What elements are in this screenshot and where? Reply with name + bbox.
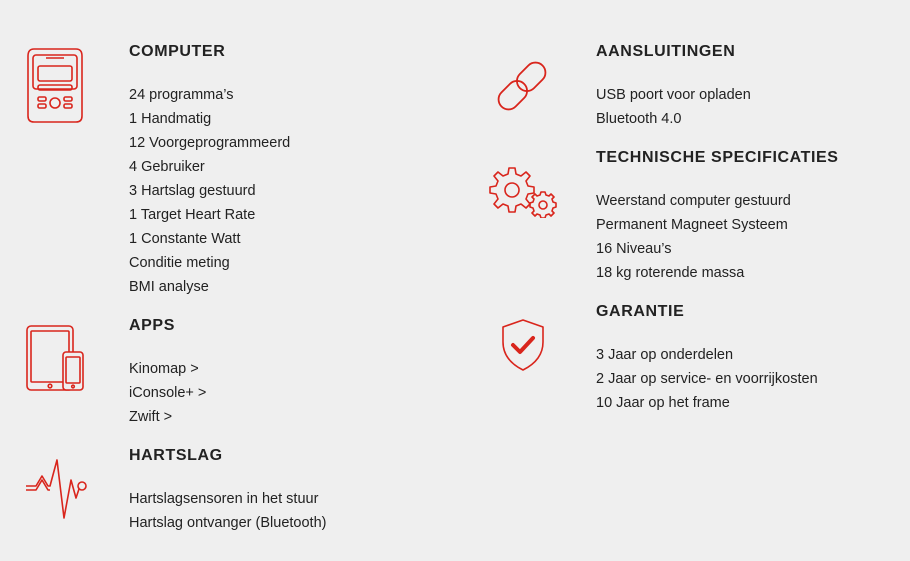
list-item: Conditie meting — [129, 255, 230, 271]
list-item: 3 Jaar op onderdelen — [596, 347, 734, 363]
zwift-link[interactable]: Zwift > — [129, 409, 173, 425]
apps-section — [129, 316, 206, 429]
garantie-section — [596, 302, 818, 415]
list-item: 4 Gebruiker — [129, 159, 205, 175]
hartslag-section — [129, 446, 326, 535]
section-title-hartslag: HARTSLAG — [129, 447, 223, 464]
console-icon — [26, 46, 84, 124]
shield-check-icon — [499, 318, 547, 372]
list-item: Hartslag ontvanger (Bluetooth) — [129, 515, 327, 531]
link-icon — [491, 56, 553, 116]
heartbeat-icon — [24, 458, 88, 522]
iconsole-link[interactable]: iConsole+ > — [129, 385, 207, 401]
section-title-garantie: GARANTIE — [596, 303, 685, 320]
hartslag-list — [129, 487, 326, 535]
computer-list — [129, 83, 290, 299]
apps-list — [129, 357, 206, 429]
garantie-list — [596, 343, 818, 415]
tablet-phone-icon — [25, 324, 85, 392]
kinomap-link[interactable]: Kinomap > — [129, 361, 199, 377]
gears-icon — [488, 166, 558, 218]
section-title-apps: APPS — [129, 317, 175, 334]
list-item: 16 Niveau’s — [596, 241, 672, 257]
list-item: 10 Jaar op het frame — [596, 395, 730, 411]
list-item: 3 Hartslag gestuurd — [129, 183, 256, 199]
list-item: 12 Voorgeprogrammeerd — [129, 135, 291, 151]
list-item: 18 kg roterende massa — [596, 265, 745, 281]
list-item: 1 Target Heart Rate — [129, 207, 256, 223]
section-title-computer: COMPUTER — [129, 43, 226, 60]
list-item: 2 Jaar op service- en voorrijkosten — [596, 371, 818, 387]
list-item: 1 Constante Watt — [129, 231, 241, 247]
list-item: 24 programma’s — [129, 87, 234, 103]
computer-section — [129, 42, 290, 299]
list-item: Bluetooth 4.0 — [596, 111, 682, 127]
list-item: Hartslagsensoren in het stuur — [129, 491, 319, 507]
list-item: USB poort voor opladen — [596, 87, 751, 103]
list-item: Weerstand computer gestuurd — [596, 193, 791, 209]
aansluitingen-list — [596, 83, 751, 131]
technische-section — [596, 148, 839, 285]
list-item: Permanent Magneet Systeem — [596, 217, 788, 233]
aansluitingen-section — [596, 42, 751, 131]
section-title-aansluitingen: AANSLUITINGEN — [596, 43, 736, 60]
list-item: BMI analyse — [129, 279, 209, 295]
list-item: 1 Handmatig — [129, 111, 212, 127]
section-title-technische: TECHNISCHE SPECIFICATIES — [596, 149, 839, 166]
technische-list — [596, 189, 839, 285]
